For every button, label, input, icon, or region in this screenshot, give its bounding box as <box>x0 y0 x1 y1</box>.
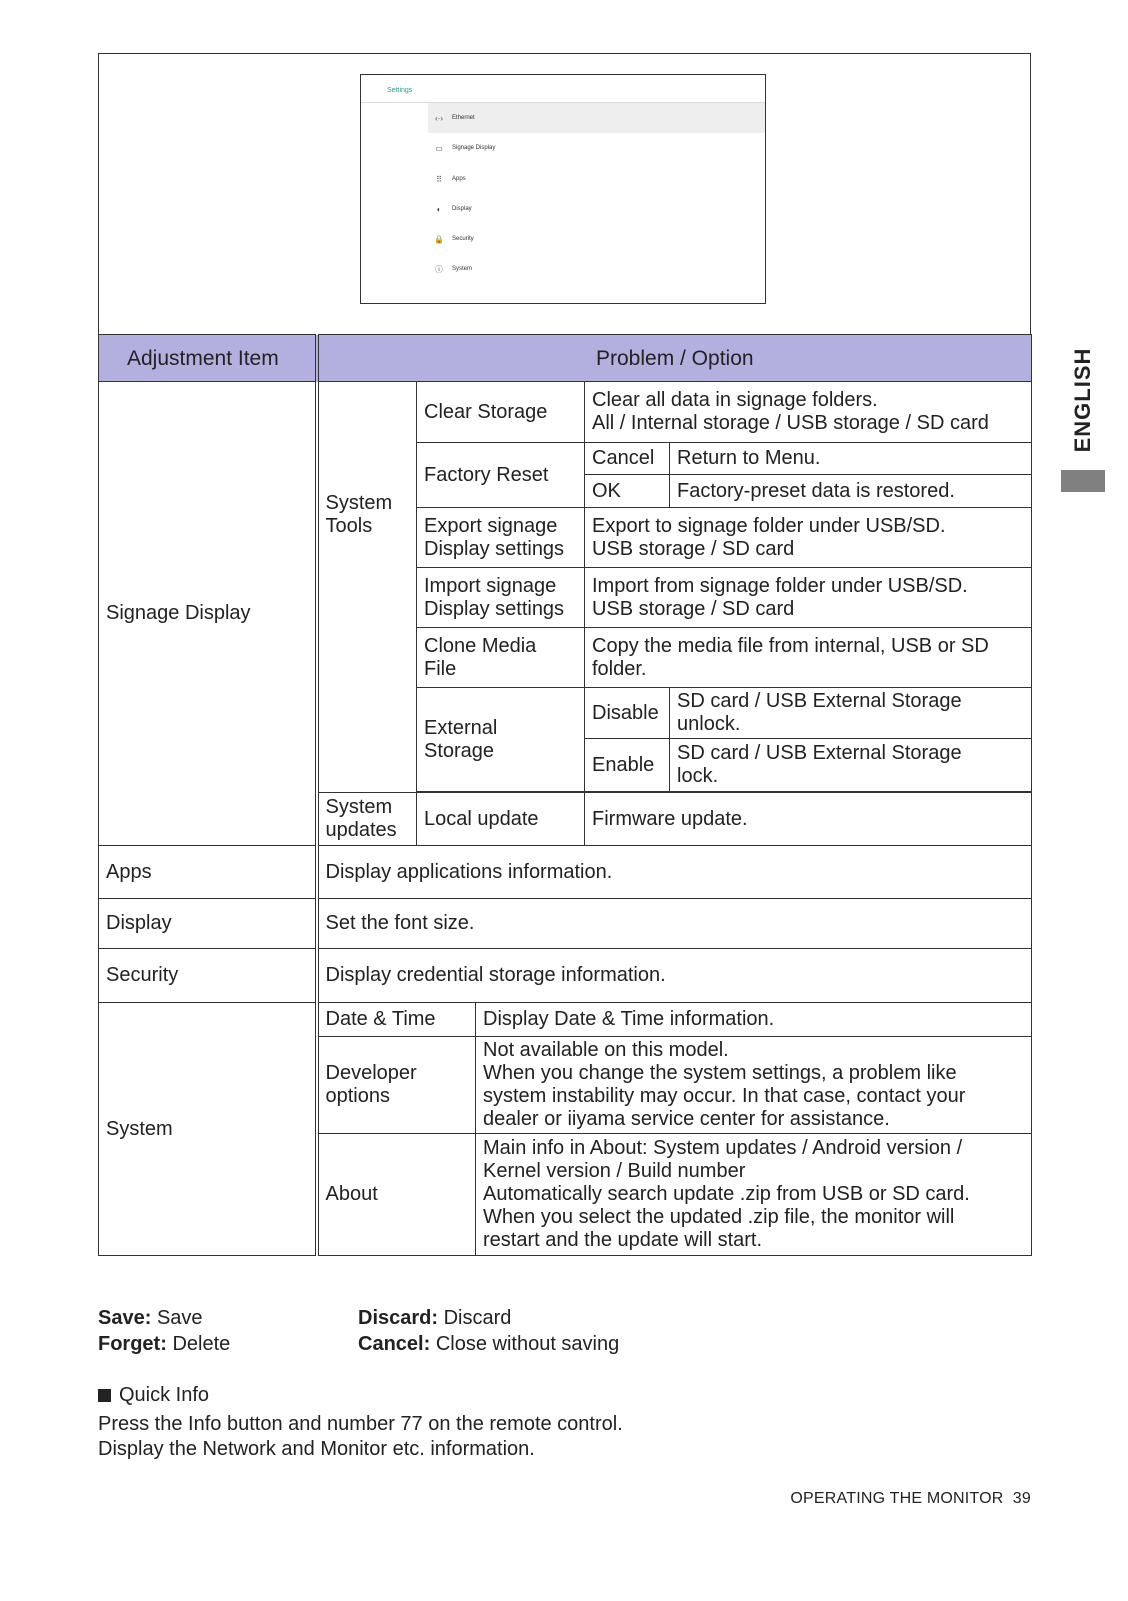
ethernet-icon: ‹·› <box>435 113 443 123</box>
system-updates-line: System <box>325 796 393 818</box>
table-row <box>99 899 1032 949</box>
about-desc-line: When you select the updated .zip file, the monitor will <box>483 1206 955 1228</box>
legend-value: Delete <box>172 1333 231 1355</box>
legend-discard <box>358 1305 619 1331</box>
display-label: Display <box>99 899 317 949</box>
quick-info-title: Quick Info <box>119 1384 210 1406</box>
table-row <box>99 382 1032 443</box>
apps-icon: ⠿ <box>436 174 442 184</box>
external-desc-line: lock. <box>677 765 719 787</box>
settings-item-label: Signage Display <box>452 145 496 151</box>
settings-item-display <box>428 194 765 224</box>
header-adjustment-item: Adjustment Item <box>99 335 317 382</box>
legend-value: Discard <box>443 1307 512 1329</box>
clone-desc-line: folder. <box>592 657 647 680</box>
about-desc-line: Automatically search update .zip from USB or SD card. <box>483 1183 970 1205</box>
external-disable-desc <box>670 688 1032 739</box>
table-row <box>99 1003 1032 1037</box>
settings-screenshot <box>360 74 766 304</box>
settings-item-label: Security <box>452 236 474 242</box>
settings-item-label: System <box>452 266 473 272</box>
legend-right <box>358 1305 619 1357</box>
local-update-label: Local update <box>417 793 585 846</box>
clone-desc <box>585 628 1032 688</box>
about-desc-line: restart and the update will start. <box>483 1229 763 1251</box>
legend-key: Save: <box>98 1307 152 1329</box>
developer-desc-line: dealer or iiyama service center for assistance. <box>483 1108 890 1130</box>
import-desc-line: Import from signage folder under USB/SD. <box>592 574 968 597</box>
external-enable-desc <box>670 739 1032 792</box>
quick-info-line: Display the Network and Monitor etc. information. <box>98 1438 535 1460</box>
settings-item-label: Ethernet <box>452 115 475 121</box>
clone-desc-line: Copy the media file from internal, USB or SD <box>592 634 989 657</box>
system-tools-label <box>317 382 417 793</box>
external-enable: Enable <box>585 739 670 792</box>
language-tab <box>1058 340 1108 460</box>
about-desc-line: Kernel version / Build number <box>483 1160 746 1182</box>
table-row <box>99 949 1032 1003</box>
export-desc-line: Export to signage folder under USB/SD. <box>592 514 946 537</box>
legend-key: Discard: <box>358 1307 439 1329</box>
clear-storage-label: Clear Storage <box>417 382 585 443</box>
developer-desc-line: system instability may occur. In that case, contact your <box>483 1085 966 1107</box>
settings-item-apps <box>428 164 765 194</box>
factory-reset-cancel: Cancel <box>585 443 670 475</box>
import-desc-line: USB storage / SD card <box>592 597 795 620</box>
developer-desc <box>476 1037 1032 1134</box>
developer-label-line: options <box>325 1085 390 1107</box>
clear-storage-desc <box>585 382 1032 443</box>
settings-table <box>98 334 1032 1256</box>
external-desc-line: unlock. <box>677 713 741 735</box>
quick-info-heading <box>98 1384 209 1407</box>
import-label-line: Display settings <box>424 597 565 620</box>
legend-save <box>98 1305 230 1331</box>
security-desc: Display credential storage information. <box>317 949 1032 1003</box>
table-row <box>99 846 1032 899</box>
legend-forget <box>98 1331 230 1357</box>
import-label-line: Import signage <box>424 574 557 597</box>
legend-key: Forget: <box>98 1333 167 1355</box>
export-label-line: Display settings <box>424 537 565 560</box>
developer-desc-line: Not available on this model. <box>483 1039 729 1061</box>
settings-title: Settings <box>387 87 413 94</box>
security-label: Security <box>99 949 317 1003</box>
factory-reset-ok: OK <box>585 475 670 508</box>
display-desc: Set the font size. <box>317 899 1032 949</box>
clone-label-line: Clone Media <box>424 634 537 657</box>
table-header-row <box>99 335 1032 382</box>
export-desc <box>585 508 1032 568</box>
local-update-desc: Firmware update. <box>585 793 1032 846</box>
quick-info-text <box>98 1412 623 1462</box>
date-time-label: Date & Time <box>317 1003 476 1037</box>
legend-value: Save <box>156 1307 203 1329</box>
settings-item-security <box>428 224 765 254</box>
system-updates-line: updates <box>325 819 397 841</box>
external-desc-line: SD card / USB External Storage <box>677 742 962 764</box>
bullet-square-icon <box>98 1389 111 1402</box>
export-label <box>417 508 585 568</box>
settings-item-label: Display <box>452 206 472 212</box>
export-desc-line: USB storage / SD card <box>592 537 795 560</box>
signage-display-icon: ▭ <box>435 143 443 153</box>
display-icon: ◐ <box>436 204 442 214</box>
external-disable: Disable <box>585 688 670 739</box>
external-label-line: External <box>424 716 498 739</box>
about-desc <box>476 1134 1032 1256</box>
factory-reset-ok-desc: Factory-preset data is restored. <box>670 475 1032 508</box>
system-updates-label <box>317 793 417 846</box>
legend-key: Cancel: <box>358 1333 431 1355</box>
factory-reset-label: Factory Reset <box>417 443 585 508</box>
language-tab-bar <box>1061 470 1105 492</box>
system-tools-text: System Tools <box>325 492 393 537</box>
header-problem-option: Problem / Option <box>317 335 1032 382</box>
clone-label <box>417 628 585 688</box>
factory-reset-cancel-desc: Return to Menu. <box>670 443 1032 475</box>
about-desc-line: Main info in About: System updates / Android version / <box>483 1137 963 1159</box>
clone-label-line: File <box>424 657 457 680</box>
settings-item-signage-display <box>428 133 765 163</box>
settings-item-ethernet <box>428 103 765 133</box>
clear-storage-desc-line: Clear all data in signage folders. <box>592 389 878 411</box>
about-label: About <box>317 1134 476 1256</box>
import-desc <box>585 568 1032 628</box>
date-time-desc: Display Date & Time information. <box>476 1003 1032 1037</box>
settings-item-system <box>428 254 765 284</box>
page-footer: OPERATING THE MONITOR 39 <box>790 1490 1031 1507</box>
legend-cancel <box>358 1331 619 1357</box>
external-label-line: Storage <box>424 739 495 762</box>
settings-item-label: Apps <box>452 176 466 182</box>
info-icon: ⓘ <box>435 264 443 274</box>
apps-label: Apps <box>99 846 317 899</box>
signage-display-label: Signage Display <box>99 382 317 846</box>
legend-value: Close without saving <box>435 1333 620 1355</box>
external-storage-label <box>417 688 585 792</box>
lock-icon: 🔒 <box>434 234 444 244</box>
developer-label-line: Developer <box>325 1062 417 1084</box>
import-label <box>417 568 585 628</box>
system-label: System <box>99 1003 317 1256</box>
apps-desc: Display applications information. <box>317 846 1032 899</box>
legend-left <box>98 1305 230 1357</box>
quick-info-line: Press the Info button and number 77 on the remote control. <box>98 1413 623 1435</box>
external-desc-line: SD card / USB External Storage <box>677 690 962 712</box>
clear-storage-desc-line: All / Internal storage / USB storage / SD card <box>592 412 989 434</box>
export-label-line: Export signage <box>424 514 558 537</box>
developer-label <box>317 1037 476 1134</box>
language-tab-label: ENGLISH <box>1070 347 1095 453</box>
developer-desc-line: When you change the system settings, a problem like <box>483 1062 957 1084</box>
